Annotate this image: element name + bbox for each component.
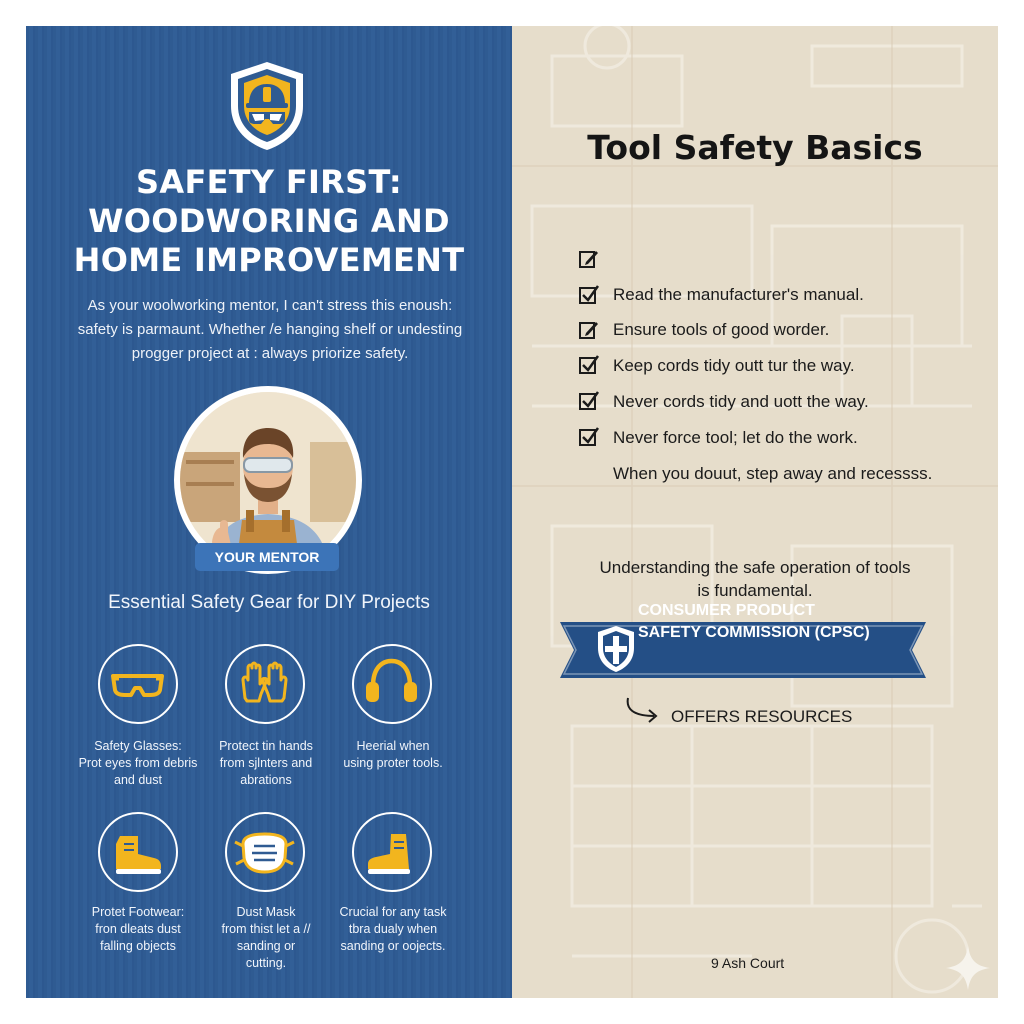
- checklist-item-text: Read the manufacturer's manual.: [613, 285, 864, 304]
- curved-arrow-icon: [624, 694, 664, 726]
- gear-caption-line: Dust Mask: [236, 905, 296, 919]
- intro-line: safety is parmaunt. Whether /e hanging shelf or undesting: [77, 321, 463, 338]
- checkbox-icon: [578, 390, 600, 412]
- gear-caption-line: using proter tools.: [343, 756, 443, 770]
- gear-caption-line: tbra dualy when: [348, 922, 438, 936]
- title-line: SAFETY FIRST:: [136, 163, 402, 201]
- gear-caption-line: fron dleats dust: [95, 922, 181, 936]
- checklist-item-text: Keep cords tidy outt tur the way.: [613, 356, 855, 375]
- intro-line: As your woolworking mentor, I can't stress this enoush:: [87, 297, 453, 314]
- gear-caption-line: sanding or oojects.: [340, 939, 446, 953]
- checklist-item-text: When you douut, step away and recessss.: [613, 464, 933, 483]
- tool-safety-title: Tool Safety Basics: [587, 128, 923, 167]
- gear-caption-line: abrations: [240, 773, 292, 787]
- gear-caption-line: sanding or: [236, 939, 296, 953]
- gear-caption-line: and dust: [114, 773, 162, 787]
- gear-caption-line: Protect tin hands: [219, 739, 313, 753]
- title-line: HOME IMPROVEMENT: [73, 241, 465, 279]
- gear-caption-line: Prot eyes from debris: [78, 756, 198, 770]
- checkbox-icon: [578, 354, 600, 376]
- edit-icon: [578, 248, 600, 270]
- gear-caption-line: Heerial when: [356, 739, 430, 753]
- gear-caption-line: Safety Glasses:: [94, 739, 182, 753]
- gear-caption-line: Protet Footwear:: [91, 905, 185, 919]
- title-line: WOODWORING AND: [88, 202, 450, 240]
- mentor-badge: YOUR MENTOR: [195, 543, 339, 571]
- summary-line: Understanding the safe operation of tools: [599, 558, 911, 577]
- gear-caption-line: from thist let a //: [221, 922, 311, 936]
- checkbox-icon: [578, 426, 600, 448]
- sparkle-icon: [944, 944, 992, 992]
- gear-caption-line: from sjlnters and: [219, 756, 313, 770]
- address-text: 9 Ash Court: [711, 955, 785, 971]
- gear-caption-line: cutting.: [245, 956, 287, 970]
- gear-caption-line: falling objects: [100, 939, 176, 953]
- edit-icon: [578, 319, 600, 341]
- checkbox-icon: [578, 284, 600, 306]
- checklist-item-text: Never cords tidy and uott the way.: [613, 392, 869, 411]
- checklist-item-text: Ensure tools of good worder.: [613, 320, 830, 339]
- banner-line: CONSUMER PRODUCT: [638, 602, 815, 619]
- gear-section-title: Essential Safety Gear for DIY Projects: [108, 592, 430, 613]
- checklist-item-text: Never force tool; let do the work.: [613, 428, 858, 447]
- gear-caption-line: Crucial for any task: [339, 905, 447, 919]
- intro-line: progger project at : always priorize safety.: [131, 345, 409, 362]
- summary-line: is fundamental.: [697, 581, 813, 600]
- cpsc-banner-text: [638, 600, 870, 644]
- offers-resources-text: OFFERS RESOURCES: [671, 707, 853, 726]
- banner-line: SAFETY COMMISSION (CPSC): [638, 624, 870, 641]
